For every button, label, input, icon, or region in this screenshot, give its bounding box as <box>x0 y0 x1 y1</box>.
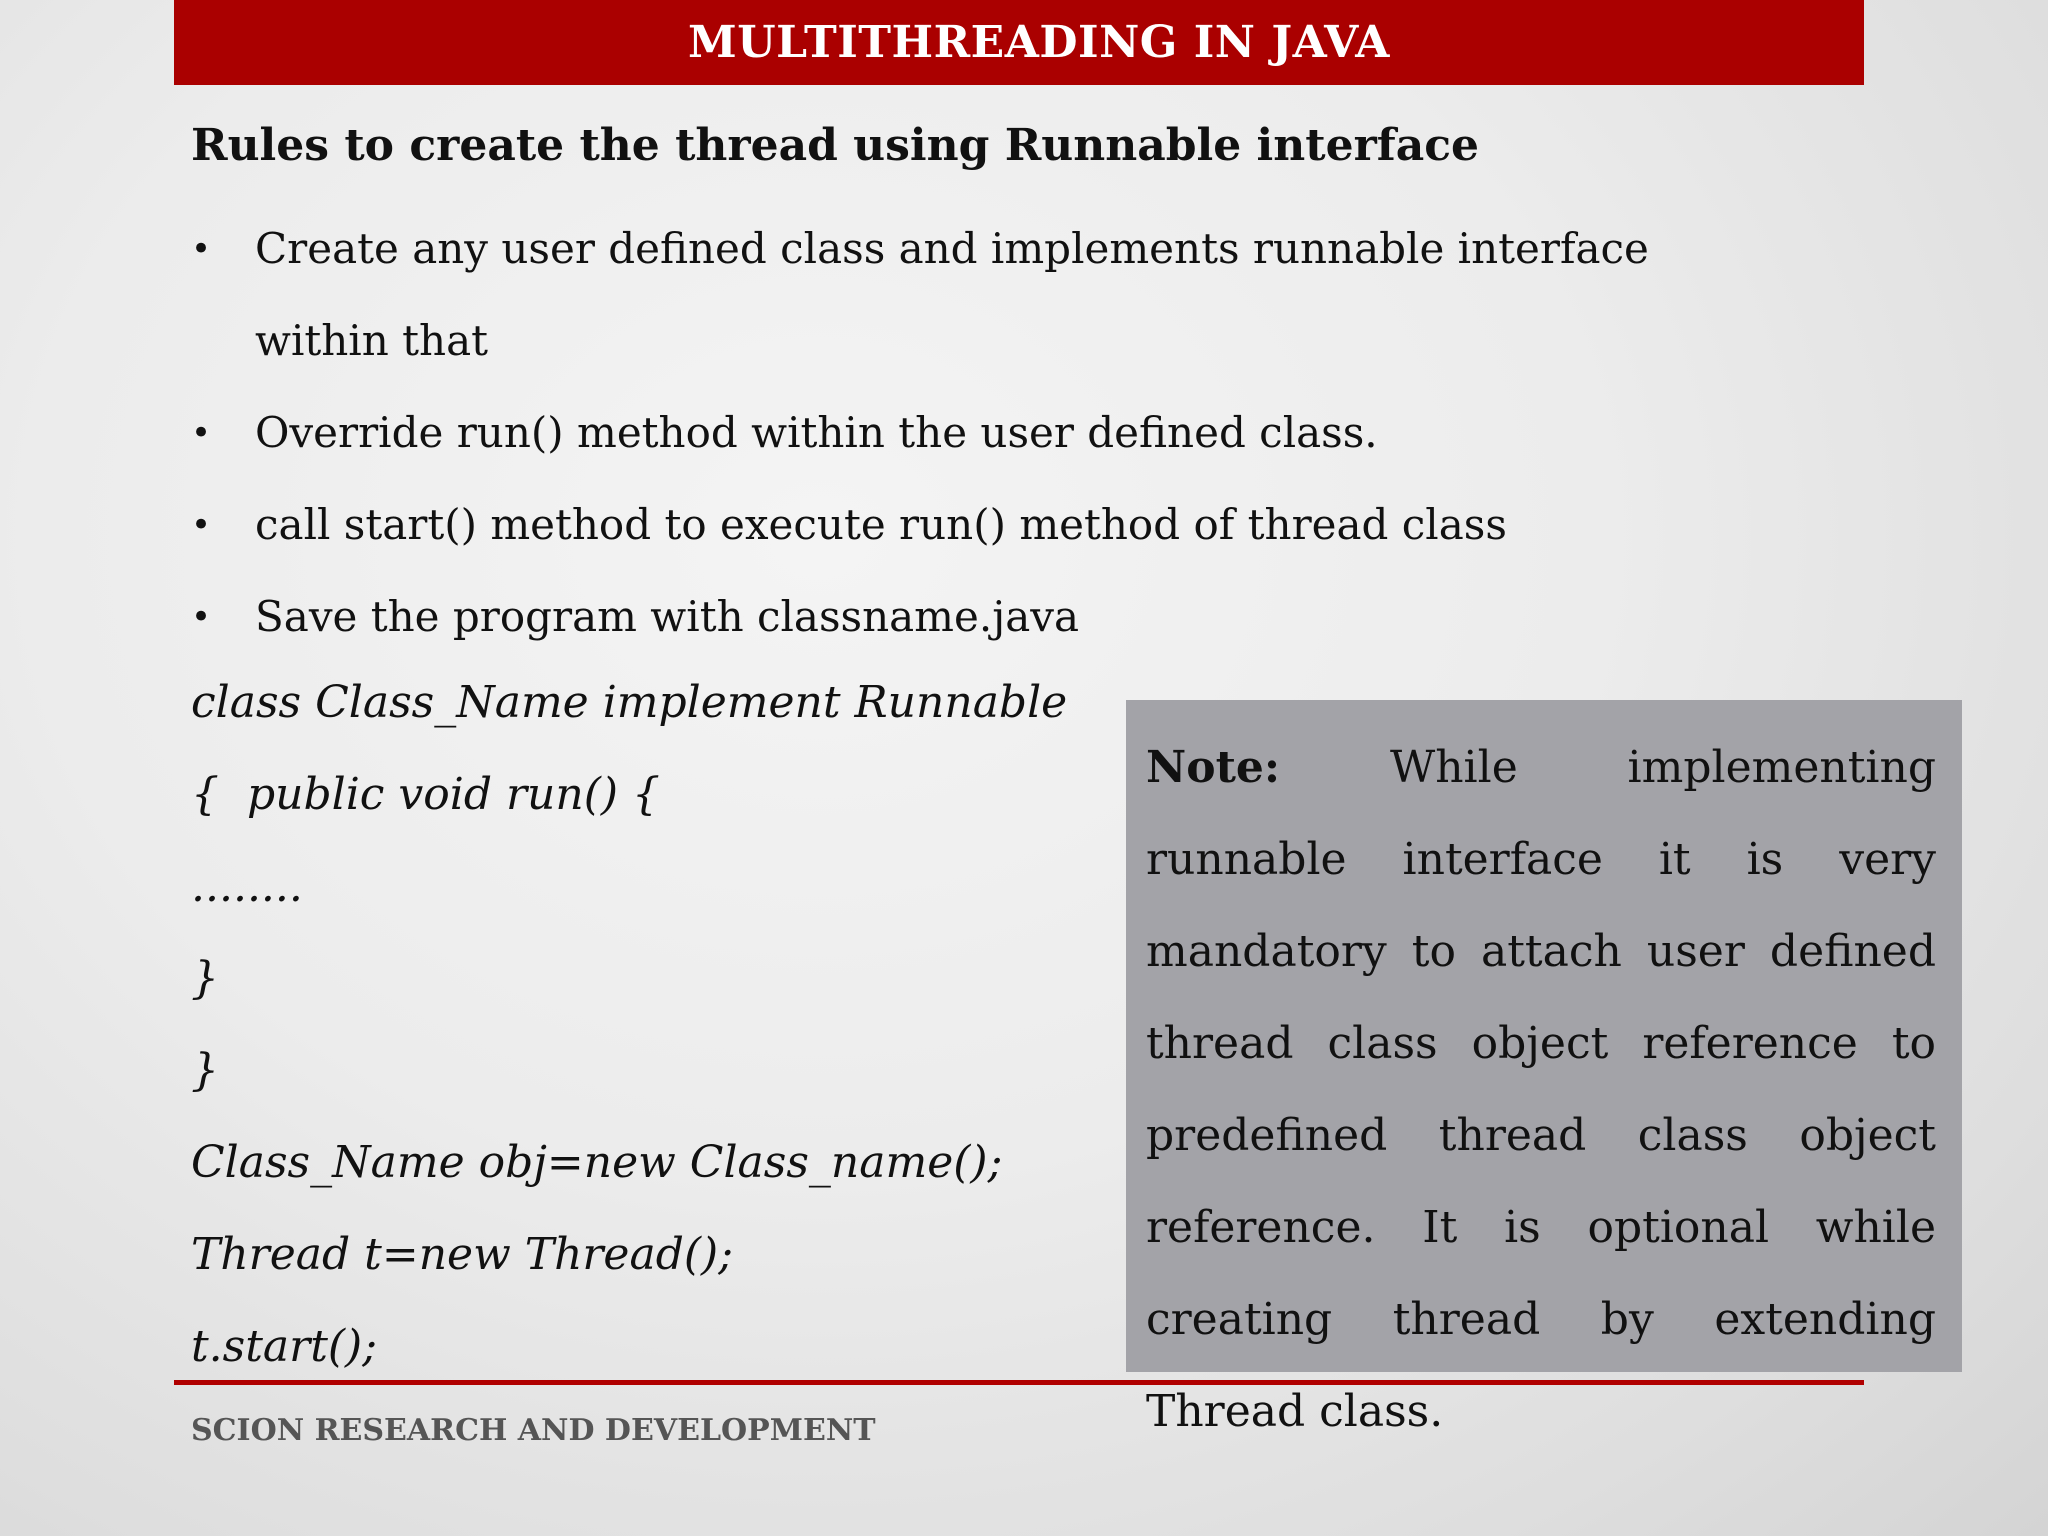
note-box <box>1126 700 1962 1437</box>
code-line: Thread t=new Thread(); <box>191 1229 734 1280</box>
code-line: ........ <box>191 861 303 912</box>
code-line: } <box>191 953 219 1004</box>
bullet-icon: • <box>191 413 212 453</box>
bullet-text: Save the program with classname.java <box>255 592 1080 641</box>
section-heading: Rules to create the thread using Runnable interface <box>191 120 1479 171</box>
bullet-icon: • <box>191 505 212 545</box>
footer-text: SCION RESEARCH AND DEVELOPMENT <box>191 1413 876 1448</box>
bullet-item <box>191 479 1791 571</box>
bullet-item <box>191 203 1791 387</box>
code-line: class Class_Name implement Runnable <box>191 677 1068 728</box>
code-line: Class_Name obj=new Class_name(); <box>191 1137 1003 1188</box>
bullet-list <box>191 203 1791 663</box>
code-sample <box>191 657 1091 1393</box>
note-body: While implementing runnable interface it is very mandatory to attach user defined thread class object reference to predefined thread class object reference. It is optional while creating thread by extending Thread class. <box>1146 742 1936 1437</box>
code-line: t.start(); <box>191 1321 378 1372</box>
footer-divider <box>174 1380 1864 1385</box>
note-label: Note: <box>1146 742 1281 793</box>
slide-title: MULTITHREADING IN JAVA <box>688 17 1390 68</box>
bullet-text: Create any user defined class and implements runnable interface within that <box>255 224 1649 365</box>
bullet-item <box>191 571 1791 663</box>
code-line: { public void run() { <box>191 769 661 820</box>
code-line: } <box>191 1045 219 1096</box>
bullet-icon: • <box>191 597 212 637</box>
title-bar <box>174 0 1864 85</box>
note-text <box>1146 722 1936 1458</box>
bullet-text: call start() method to execute run() method of thread class <box>255 500 1507 549</box>
bullet-text: Override run() method within the user defined class. <box>255 408 1378 457</box>
bullet-icon: • <box>191 229 212 269</box>
bullet-item <box>191 387 1791 479</box>
